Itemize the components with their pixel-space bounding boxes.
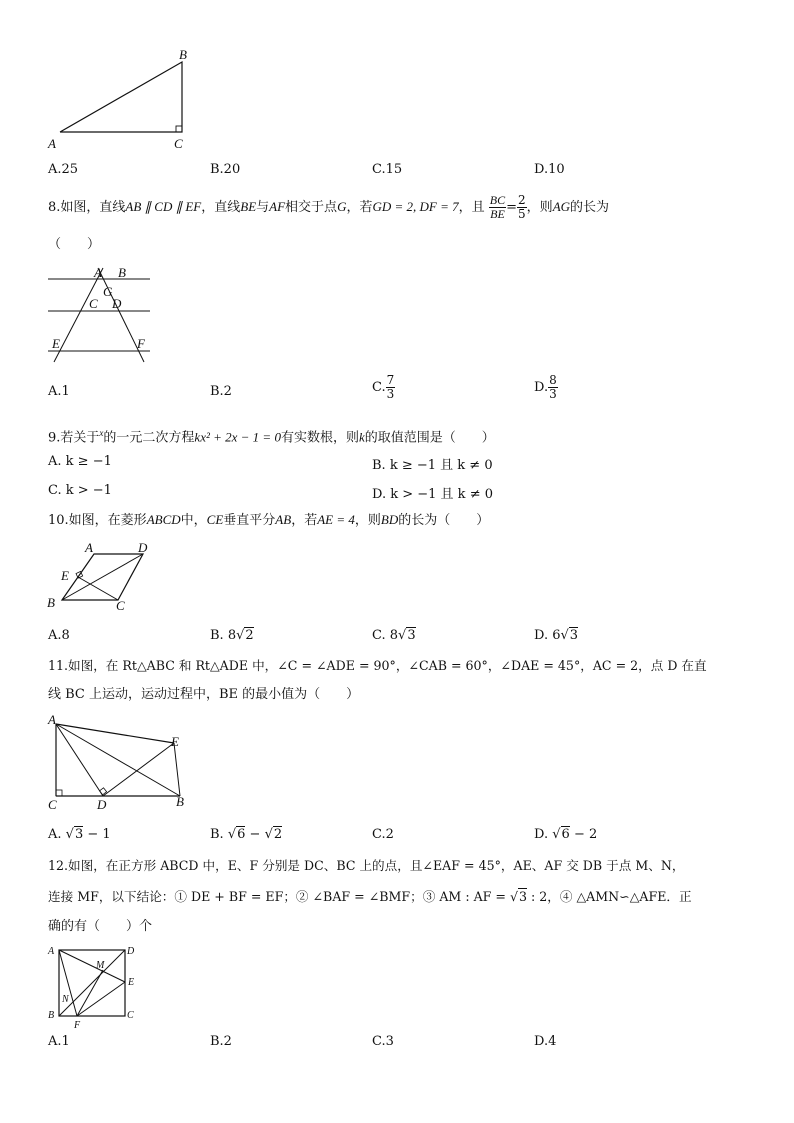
q11-option-c[interactable]: C.2 <box>372 827 394 842</box>
q7-option-d[interactable]: D.10 <box>534 162 565 177</box>
q8-label-B: B <box>118 265 126 280</box>
q7-option-c[interactable]: C.15 <box>372 162 403 177</box>
q10-label-C: C <box>116 598 125 613</box>
q10-option-a[interactable]: A.8 <box>48 628 70 643</box>
q10-option-d[interactable]: D. 6√3 <box>534 628 579 643</box>
q10-label-B: B <box>47 595 55 610</box>
q8-fraction-2-5: $\frac{2}{5}$ <box>518 193 526 221</box>
q12-label-N: N <box>62 994 69 1005</box>
q11-label-D: D <box>97 797 107 812</box>
q11-stem-line1: 11.如图，在 Rt△ABC 和 Rt△ADE 中，∠C = ∠ADE = 90°，∠CAB = 60°，∠DAE = 45°，AC = 2，点 D 在直 <box>48 658 707 673</box>
q9-option-d[interactable]: D. k > −1 且 k ≠ 0 <box>372 487 493 502</box>
q12-label-M: M <box>96 960 105 971</box>
q12-option-c[interactable]: C.3 <box>372 1034 394 1049</box>
q8-label-D: D <box>112 296 122 311</box>
q10-rhombus-figure <box>40 535 170 615</box>
q11-option-b[interactable]: B. √6 − √2 <box>210 827 283 842</box>
q8-stem: 8.如图，直线AB ∥ CD ∥ EF，直线BE与AF相交于点G，若GD = 2, DF = 7，且 $\frac{BC}{BE}$ = $\frac{2}{5}$ ，则AG的长为 <box>48 193 610 221</box>
q7-option-a[interactable]: A.25 <box>48 162 79 177</box>
q12-stem-line3: 确的有（ ）个 <box>48 919 153 934</box>
q12-label-A: A <box>48 946 55 957</box>
q9-option-c[interactable]: C. k > −1 <box>48 483 112 498</box>
q12-stem-line2: 连接 MF，以下结论：① DE + BF = EF；② ∠BAF = ∠BMF；③ AM : AF = √3 : 2，④ △AMN∽△AFE．正 <box>48 889 692 904</box>
q12-label-F: F <box>74 1020 81 1030</box>
q11-option-d[interactable]: D. √6 − 2 <box>534 827 598 842</box>
q9-option-b[interactable]: B. k ≥ −1 且 k ≠ 0 <box>372 458 493 473</box>
q8-parallel-lines-figure <box>40 262 160 370</box>
q11-stem-line2: 线 BC 上运动，运动过程中，BE 的最小值为（ ） <box>48 687 360 702</box>
q9-option-a[interactable]: A. k ≥ −1 <box>48 454 112 469</box>
q8-label-A: A <box>94 265 102 280</box>
q8-label-E: E <box>52 336 60 351</box>
q10-stem: 10.如图，在菱形ABCD中，CE垂直平分AB，若AE = 4，则BD的长为（ ） <box>48 512 490 528</box>
q11-label-C: C <box>48 797 57 812</box>
q12-stem-line1: 12.如图，在正方形 ABCD 中，E、F 分别是 DC、BC 上的点，且∠EAF = 45°，AE、AF 交 DB 于点 M、N， <box>48 858 685 873</box>
q10-option-b[interactable]: B. 8√2 <box>210 628 254 643</box>
q8-option-d[interactable]: D. $\frac{8}{3}$ <box>534 373 557 401</box>
q11-option-a[interactable]: A. √3 − 1 <box>48 827 111 842</box>
q8-label-G: G <box>103 284 113 299</box>
q8-option-b[interactable]: B.2 <box>210 384 232 399</box>
q10-label-D: D <box>138 540 148 555</box>
q11-label-E: E <box>171 734 179 749</box>
q8-fraction-bc-be: $\frac{BC}{BE}$ <box>489 193 506 221</box>
q10-option-c[interactable]: C. 8√3 <box>372 628 416 643</box>
q7-label-C: C <box>174 136 183 151</box>
q11-label-A: A <box>48 712 56 727</box>
q12-label-E: E <box>128 977 135 988</box>
q7-label-B: B <box>179 47 187 62</box>
q12-square-figure <box>40 940 150 1030</box>
q9-stem: 9.若关于$^x$的一元二次方程kx² + 2x − 1 = 0有实数根，则k的取值范围是（ ） <box>48 428 495 446</box>
q7-triangle-figure <box>40 45 210 155</box>
q12-option-d[interactable]: D.4 <box>534 1034 557 1049</box>
q12-label-B: B <box>48 1010 55 1021</box>
q12-label-C: C <box>127 1010 134 1021</box>
q10-label-A: A <box>85 540 93 555</box>
q10-label-E: E <box>61 568 69 583</box>
q7-label-A: A <box>48 136 56 151</box>
q8-option-c[interactable]: C. $\frac{7}{3}$ <box>372 373 395 401</box>
q8-label-C: C <box>89 296 98 311</box>
q11-triangles-figure <box>40 712 200 812</box>
q12-label-D: D <box>127 946 135 957</box>
q7-option-b[interactable]: B.20 <box>210 162 241 177</box>
q8-option-a[interactable]: A.1 <box>48 384 70 399</box>
q8-answer-bracket: （ ） <box>48 237 101 252</box>
q12-option-a[interactable]: A.1 <box>48 1034 70 1049</box>
q12-option-b[interactable]: B.2 <box>210 1034 232 1049</box>
q11-label-B: B <box>176 794 184 809</box>
q8-label-F: F <box>137 336 145 351</box>
